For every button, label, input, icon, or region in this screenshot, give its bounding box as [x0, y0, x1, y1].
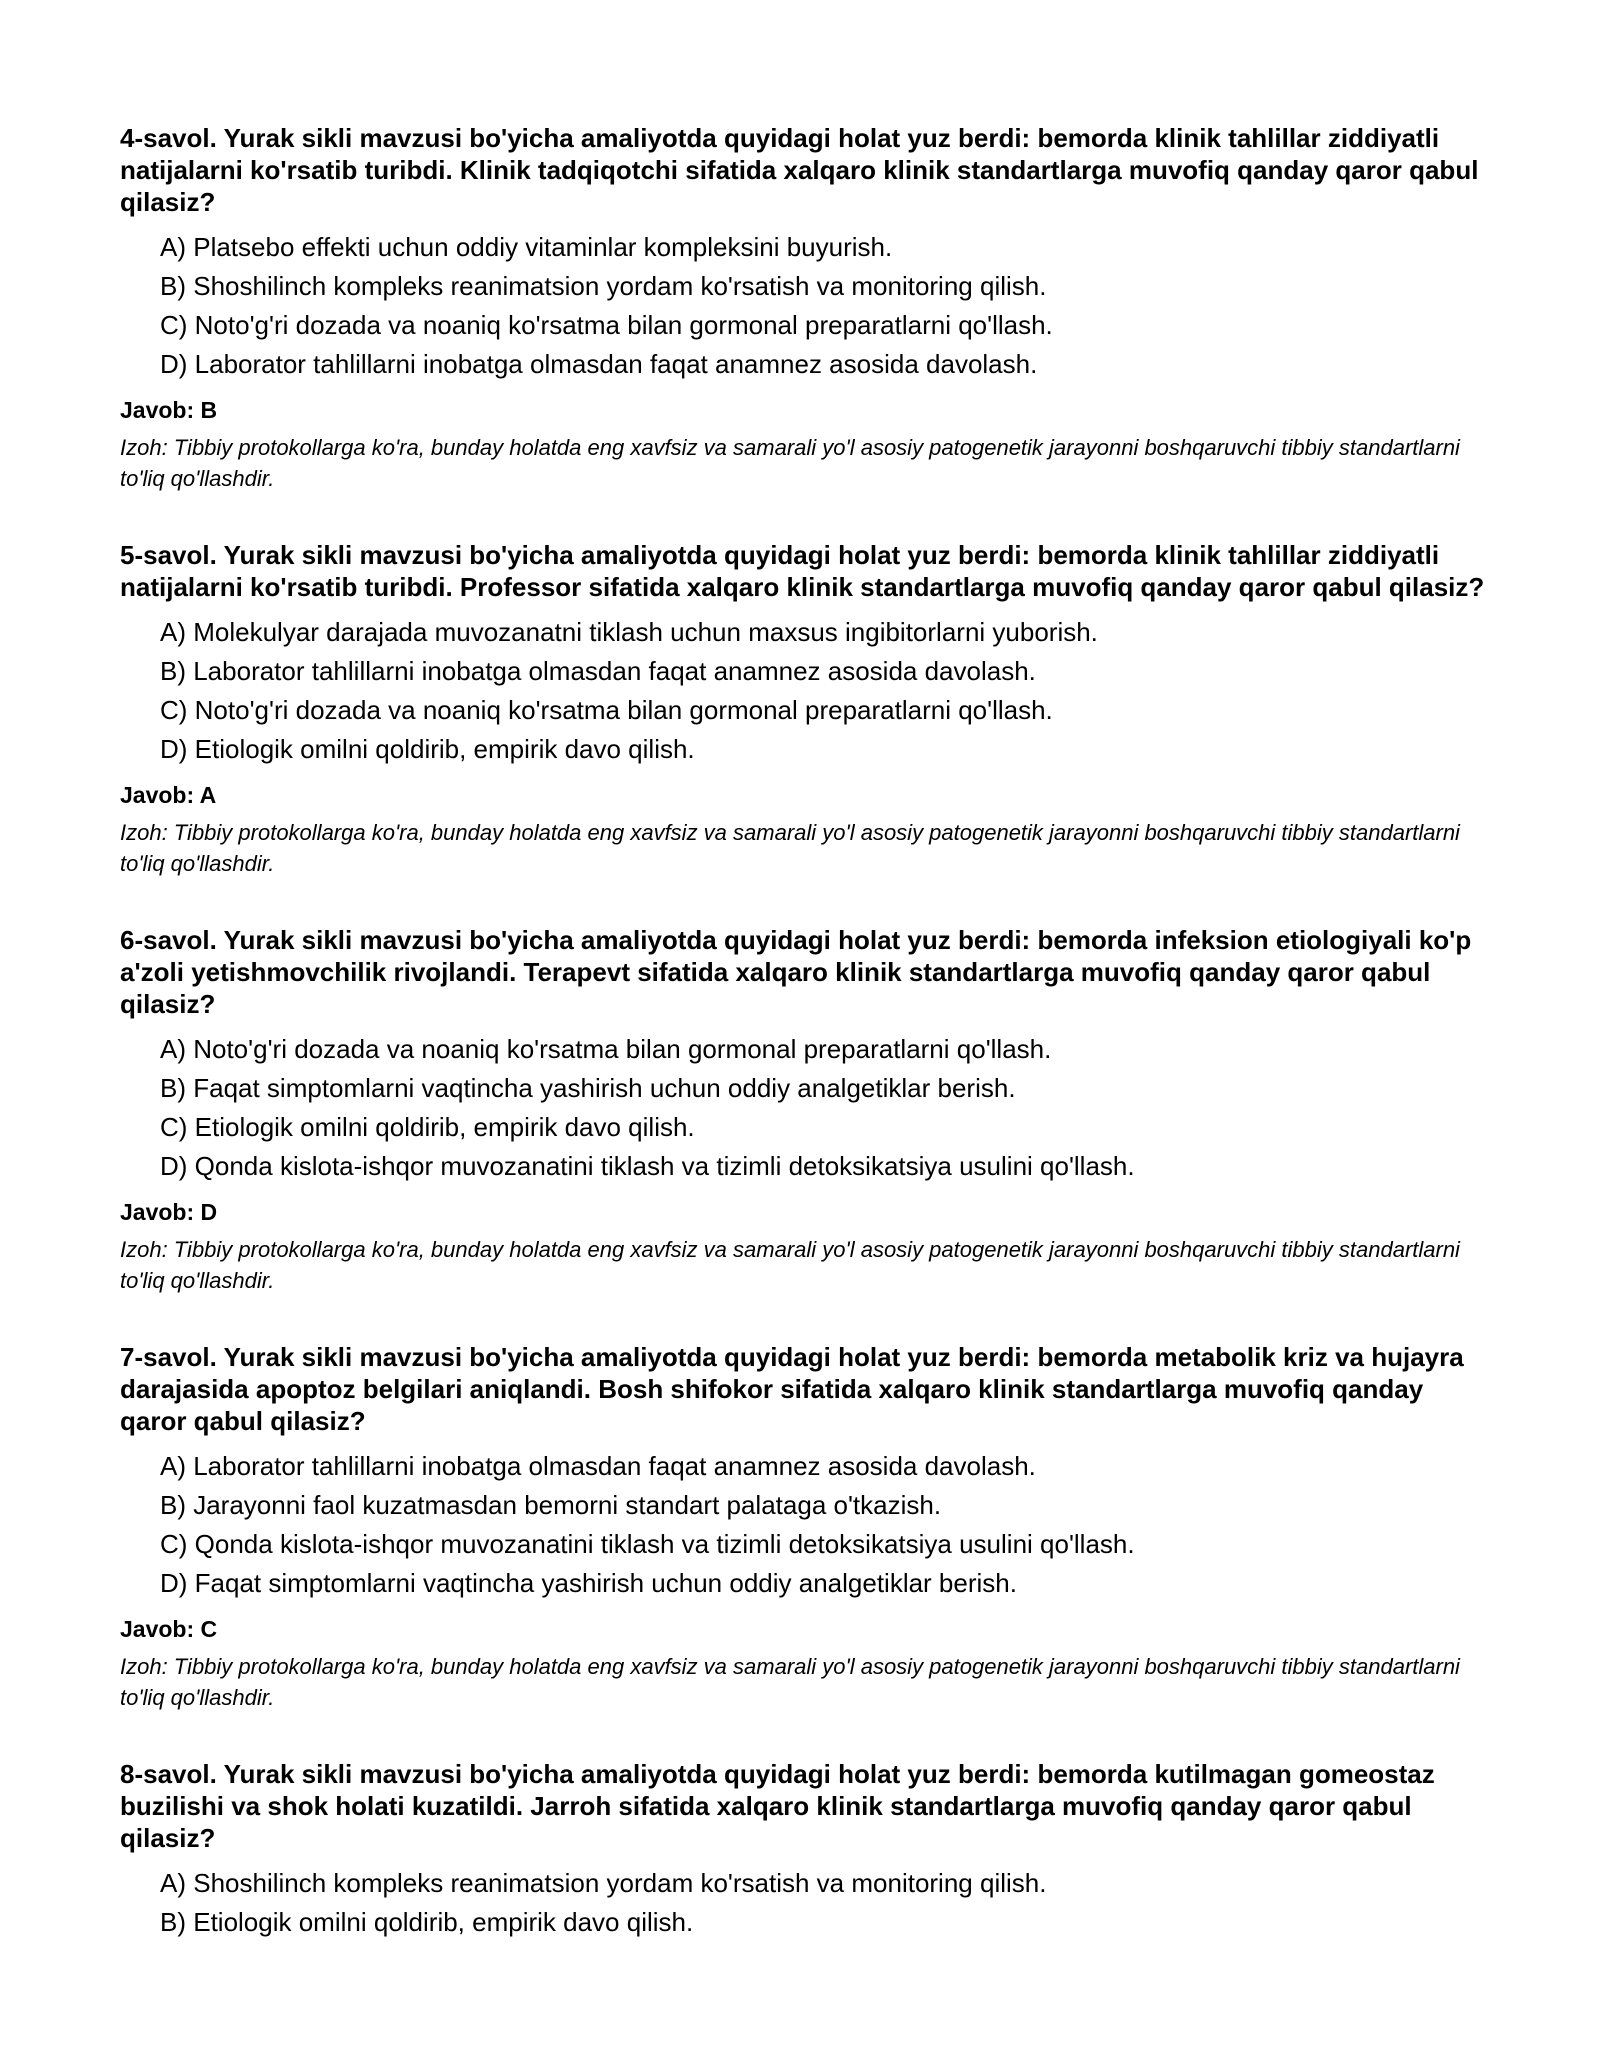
- question-text: 4-savol. Yurak sikli mavzusi bo'yicha amaliyotda quyidagi holat yuz berdi: bemorda klinik tahlillar ziddiyatli natijalarni ko'rsatib turibdi. Klinik tadqiqotchi sifatida xalqaro klinik standartlarga muvofiq qanday qaror qabul qilasiz?: [120, 123, 1479, 217]
- option-a: A) Shoshilinch kompleks reanimatsion yordam ko'rsatish va monitoring qilish.: [160, 1868, 1047, 1898]
- explanation-note: Izoh: Tibbiy protokollarga ko'ra, bunday holatda eng xavfsiz va samarali yo'l asosiy patogenetik jarayonni boshqaruvchi tibbiy standartlarni to'liq qo'llashdir.: [120, 820, 1460, 876]
- option-d: D) Faqat simptomlarni vaqtincha yashirish uchun oddiy analgetiklar berish.: [160, 1568, 1017, 1598]
- question-block: [120, 1758, 1490, 1942]
- option-a: A) Platsebo effekti uchun oddiy vitaminlar kompleksini buyurish.: [160, 232, 893, 262]
- question-text: 7-savol. Yurak sikli mavzusi bo'yicha amaliyotda quyidagi holat yuz berdi: bemorda metabolik kriz va hujayra darajasida apoptoz belgilari aniqlandi. Bosh shifokor sifatida xalqaro klinik standartlarga muvofiq qanday qaror qabul qilasiz?: [120, 1342, 1464, 1436]
- options-list: [120, 1030, 1490, 1186]
- question-block: [120, 924, 1490, 1296]
- option-c: C) Noto'g'ri dozada va noaniq ko'rsatma bilan gormonal preparatlarni qo'llash.: [160, 310, 1053, 340]
- answer-label: Javob: B: [120, 397, 218, 423]
- option-c: C) Etiologik omilni qoldirib, empirik davo qilish.: [160, 1112, 695, 1142]
- explanation-note: Izoh: Tibbiy protokollarga ko'ra, bunday holatda eng xavfsiz va samarali yo'l asosiy patogenetik jarayonni boshqaruvchi tibbiy standartlarni to'liq qo'llashdir.: [120, 1237, 1460, 1293]
- answer-label: Javob: D: [120, 1199, 218, 1225]
- options-list: [120, 1447, 1490, 1603]
- option-d: D) Laborator tahlillarni inobatga olmasdan faqat anamnez asosida davolash.: [160, 349, 1038, 379]
- question-text: 6-savol. Yurak sikli mavzusi bo'yicha amaliyotda quyidagi holat yuz berdi: bemorda infeksion etiologiyali ko'p a'zoli yetishmovchilik rivojlandi. Terapevt sifatida xalqaro klinik standartlarga muvofiq qanday qaror qabul qilasiz?: [120, 925, 1472, 1019]
- answer-label: Javob: C: [120, 1616, 218, 1642]
- option-b: B) Laborator tahlillarni inobatga olmasdan faqat anamnez asosida davolash.: [160, 656, 1036, 686]
- question-block: [120, 539, 1490, 879]
- option-c: C) Qonda kislota-ishqor muvozanatini tiklash va tizimli detoksikatsiya usulini qo'llash.: [160, 1529, 1135, 1559]
- question-text: 8-savol. Yurak sikli mavzusi bo'yicha amaliyotda quyidagi holat yuz berdi: bemorda kutilmagan gomeostaz buzilishi va shok holati kuzatildi. Jarroh sifatida xalqaro klinik standartlarga muvofiq qanday qaror qabul qilasiz?: [120, 1759, 1435, 1853]
- question-block: [120, 122, 1490, 494]
- options-list: [120, 613, 1490, 769]
- options-list: [120, 1864, 1490, 1942]
- option-d: D) Etiologik omilni qoldirib, empirik davo qilish.: [160, 734, 695, 764]
- option-b: B) Etiologik omilni qoldirib, empirik davo qilish.: [160, 1907, 694, 1937]
- question-block: [120, 1341, 1490, 1713]
- option-a: A) Molekulyar darajada muvozanatni tiklash uchun maxsus ingibitorlarni yuborish.: [160, 617, 1098, 647]
- document-page: [120, 122, 1490, 1987]
- option-a: A) Noto'g'ri dozada va noaniq ko'rsatma bilan gormonal preparatlarni qo'llash.: [160, 1034, 1052, 1064]
- option-c: C) Noto'g'ri dozada va noaniq ko'rsatma bilan gormonal preparatlarni qo'llash.: [160, 695, 1053, 725]
- explanation-note: Izoh: Tibbiy protokollarga ko'ra, bunday holatda eng xavfsiz va samarali yo'l asosiy patogenetik jarayonni boshqaruvchi tibbiy standartlarni to'liq qo'llashdir.: [120, 435, 1460, 491]
- option-a: A) Laborator tahlillarni inobatga olmasdan faqat anamnez asosida davolash.: [160, 1451, 1036, 1481]
- question-text: 5-savol. Yurak sikli mavzusi bo'yicha amaliyotda quyidagi holat yuz berdi: bemorda klinik tahlillar ziddiyatli natijalarni ko'rsatib turibdi. Professor sifatida xalqaro klinik standartlarga muvofiq qanday qaror qabul qilasiz?: [120, 540, 1485, 602]
- answer-label: Javob: A: [120, 782, 217, 808]
- option-b: B) Shoshilinch kompleks reanimatsion yordam ko'rsatish va monitoring qilish.: [160, 271, 1047, 301]
- option-b: B) Jarayonni faol kuzatmasdan bemorni standart palataga o'tkazish.: [160, 1490, 942, 1520]
- option-d: D) Qonda kislota-ishqor muvozanatini tiklash va tizimli detoksikatsiya usulini qo'llash.: [160, 1151, 1135, 1181]
- options-list: [120, 228, 1490, 384]
- option-b: B) Faqat simptomlarni vaqtincha yashirish uchun oddiy analgetiklar berish.: [160, 1073, 1016, 1103]
- explanation-note: Izoh: Tibbiy protokollarga ko'ra, bunday holatda eng xavfsiz va samarali yo'l asosiy patogenetik jarayonni boshqaruvchi tibbiy standartlarni to'liq qo'llashdir.: [120, 1654, 1460, 1710]
